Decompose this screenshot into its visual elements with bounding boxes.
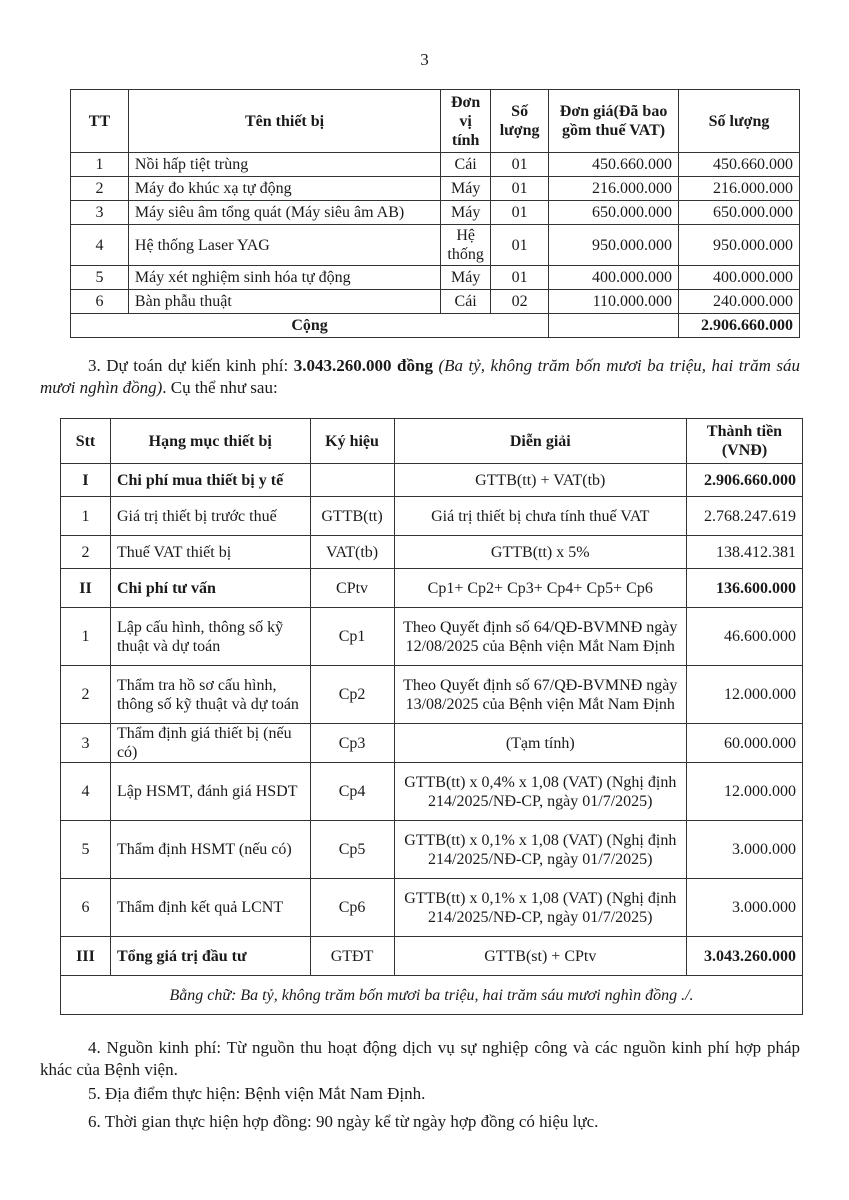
cell-item: Tổng giá trị đầu tư (110, 937, 310, 976)
cell-stt: 1 (61, 497, 111, 536)
cell-desc: GTTB(tt) + VAT(tb) (394, 464, 686, 497)
cell-code: Cp5 (310, 821, 394, 879)
equipment-table (70, 89, 800, 338)
table-row (61, 724, 803, 763)
cell-code: Cp6 (310, 879, 394, 937)
cell-name: Bàn phẫu thuật (128, 290, 440, 314)
cell-unit: Cái (441, 290, 491, 314)
cell-code: Cp2 (310, 666, 394, 724)
cell-price: 650.000.000 (549, 201, 679, 225)
cell-name: Máy đo khúc xạ tự động (128, 177, 440, 201)
cell-amount: 136.600.000 (687, 569, 803, 608)
table-row (61, 666, 803, 724)
table-row (71, 225, 800, 266)
total-value: 2.906.660.000 (679, 314, 800, 338)
cell-code: Cp4 (310, 763, 394, 821)
header-tt: TT (71, 90, 129, 153)
cell-qty: 02 (491, 290, 549, 314)
cell-amount: 2.906.660.000 (687, 464, 803, 497)
cell-desc: Giá trị thiết bị chưa tính thuế VAT (394, 497, 686, 536)
header-price: Đơn giá(Đã bao gồm thuế VAT) (549, 90, 679, 153)
cell-price: 216.000.000 (549, 177, 679, 201)
cell-item: Thẩm định HSMT (nếu có) (110, 821, 310, 879)
section-row (61, 464, 803, 497)
cell-code: GTTB(tt) (310, 497, 394, 536)
cell-desc: GTTB(tt) x 0,4% x 1,08 (VAT) (Nghị định 214/2025/NĐ-CP, ngày 01/7/2025) (394, 763, 686, 821)
total-empty-cell (549, 314, 679, 338)
section-3-amount: 3.043.260.000 đồng (293, 356, 433, 375)
header-qty: Số lượng (491, 90, 549, 153)
table-row (61, 879, 803, 937)
page-number: 3 (420, 50, 429, 69)
header-unit: Đơn vị tính (441, 90, 491, 153)
cell-item: Chi phí tư vấn (110, 569, 310, 608)
cell-name: Nồi hấp tiệt trùng (128, 153, 440, 177)
header-stt: Stt (61, 419, 111, 464)
cell-tt: 5 (71, 266, 129, 290)
cell-qty: 01 (491, 153, 549, 177)
cell-name: Máy xét nghiệm sinh hóa tự động (128, 266, 440, 290)
cell-amount: 12.000.000 (687, 763, 803, 821)
cell-unit: Hệ thống (441, 225, 491, 266)
cell-amount: 2.768.247.619 (687, 497, 803, 536)
cell-amount: 3.000.000 (687, 821, 803, 879)
cell-desc: Theo Quyết định số 64/QĐ-BVMNĐ ngày 12/08/2025 của Bệnh viện Mắt Nam Định (394, 608, 686, 666)
cell-total: 650.000.000 (679, 201, 800, 225)
cell-total: 240.000.000 (679, 290, 800, 314)
header-item: Hạng mục thiết bị (110, 419, 310, 464)
total-label: Cộng (71, 314, 549, 338)
table-header-row (71, 90, 800, 153)
table-row (61, 763, 803, 821)
cell-name: Máy siêu âm tổng quát (Máy siêu âm AB) (128, 201, 440, 225)
cell-total: 216.000.000 (679, 177, 800, 201)
header-amount: Thành tiền (VNĐ) (687, 419, 803, 464)
cell-item: Thẩm tra hồ sơ cấu hình, thông số kỹ thuật và dự toán (110, 666, 310, 724)
table-row (71, 153, 800, 177)
cell-code: Cp1 (310, 608, 394, 666)
paragraph-duration: 6. Thời gian thực hiện hợp đồng: 90 ngày kể từ ngày hợp đồng có hiệu lực. (88, 1112, 599, 1131)
cell-code: CPtv (310, 569, 394, 608)
cell-item: Lập HSMT, đánh giá HSDT (110, 763, 310, 821)
cell-desc: Cp1+ Cp2+ Cp3+ Cp4+ Cp5+ Cp6 (394, 569, 686, 608)
header-total: Số lượng (679, 90, 800, 153)
paragraph-location: 5. Địa điểm thực hiện: Bệnh viện Mắt Nam Định. (88, 1084, 426, 1103)
header-code: Ký hiệu (310, 419, 394, 464)
cell-total: 950.000.000 (679, 225, 800, 266)
cell-item: Chi phí mua thiết bị y tế (110, 464, 310, 497)
table-row (71, 201, 800, 225)
cell-desc: GTTB(st) + CPtv (394, 937, 686, 976)
cell-amount: 46.600.000 (687, 608, 803, 666)
section-3-words: (Ba tỷ, không trăm bốn mươi ba triệu, hai trăm sáu mươi nghìn đồng) (40, 356, 800, 397)
budget-table (60, 418, 803, 1015)
table-header-row (61, 419, 803, 464)
cell-total: 450.660.000 (679, 153, 800, 177)
section-row (61, 569, 803, 608)
table-row (71, 266, 800, 290)
cell-amount: 60.000.000 (687, 724, 803, 763)
cell-item: Thuế VAT thiết bị (110, 536, 310, 569)
cell-code: VAT(tb) (310, 536, 394, 569)
cell-tt: 4 (71, 225, 129, 266)
cell-stt: III (61, 937, 111, 976)
cell-desc: GTTB(tt) x 0,1% x 1,08 (VAT) (Nghị định 214/2025/NĐ-CP, ngày 01/7/2025) (394, 879, 686, 937)
cell-stt: 1 (61, 608, 111, 666)
cell-total: 400.000.000 (679, 266, 800, 290)
cell-desc: GTTB(tt) x 0,1% x 1,08 (VAT) (Nghị định 214/2025/NĐ-CP, ngày 01/7/2025) (394, 821, 686, 879)
cell-stt: I (61, 464, 111, 497)
cell-qty: 01 (491, 225, 549, 266)
cell-code (310, 464, 394, 497)
table-row (61, 608, 803, 666)
cell-code: GTĐT (310, 937, 394, 976)
cell-stt: II (61, 569, 111, 608)
section-3-paragraph (40, 355, 800, 399)
grand-total-row (61, 937, 803, 976)
cell-amount: 3.000.000 (687, 879, 803, 937)
section-3-suffix: . Cụ thể như sau: (162, 378, 278, 397)
total-row (71, 314, 800, 338)
cell-stt: 2 (61, 536, 111, 569)
cell-stt: 4 (61, 763, 111, 821)
cell-item: Thẩm định kết quả LCNT (110, 879, 310, 937)
table-row (61, 821, 803, 879)
cell-item: Lập cấu hình, thông số kỹ thuật và dự toán (110, 608, 310, 666)
cell-code: Cp3 (310, 724, 394, 763)
table-row (71, 177, 800, 201)
in-words-text: Bằng chữ: Ba tỷ, không trăm bốn mươi ba triệu, hai trăm sáu mươi nghìn đồng ./. (61, 976, 803, 1015)
cell-item: Thẩm định giá thiết bị (nếu có) (110, 724, 310, 763)
cell-price: 400.000.000 (549, 266, 679, 290)
cell-price: 950.000.000 (549, 225, 679, 266)
cell-unit: Cái (441, 153, 491, 177)
table-row (61, 497, 803, 536)
cell-unit: Máy (441, 201, 491, 225)
cell-tt: 6 (71, 290, 129, 314)
in-words-row (61, 976, 803, 1015)
cell-tt: 1 (71, 153, 129, 177)
cell-tt: 3 (71, 201, 129, 225)
table-row (71, 290, 800, 314)
cell-amount: 138.412.381 (687, 536, 803, 569)
cell-stt: 2 (61, 666, 111, 724)
cell-name: Hệ thống Laser YAG (128, 225, 440, 266)
cell-tt: 2 (71, 177, 129, 201)
cell-price: 110.000.000 (549, 290, 679, 314)
cell-desc: GTTB(tt) x 5% (394, 536, 686, 569)
cell-stt: 3 (61, 724, 111, 763)
cell-qty: 01 (491, 201, 549, 225)
paragraph-funding-source: 4. Nguồn kinh phí: Từ nguồn thu hoạt động dịch vụ sự nghiệp công và các nguồn kinh phí hợp pháp khác của Bệnh viện. (40, 1038, 800, 1079)
cell-price: 450.660.000 (549, 153, 679, 177)
table-row (61, 536, 803, 569)
cell-desc: (Tạm tính) (394, 724, 686, 763)
cell-qty: 01 (491, 266, 549, 290)
cell-amount: 3.043.260.000 (687, 937, 803, 976)
cell-unit: Máy (441, 266, 491, 290)
cell-qty: 01 (491, 177, 549, 201)
cell-stt: 5 (61, 821, 111, 879)
section-3-prefix: 3. Dự toán dự kiến kinh phí: (88, 356, 294, 375)
header-desc: Diễn giải (394, 419, 686, 464)
cell-desc: Theo Quyết định số 67/QĐ-BVMNĐ ngày 13/08/2025 của Bệnh viện Mắt Nam Định (394, 666, 686, 724)
cell-unit: Máy (441, 177, 491, 201)
header-name: Tên thiết bị (128, 90, 440, 153)
cell-amount: 12.000.000 (687, 666, 803, 724)
cell-stt: 6 (61, 879, 111, 937)
cell-item: Giá trị thiết bị trước thuế (110, 497, 310, 536)
